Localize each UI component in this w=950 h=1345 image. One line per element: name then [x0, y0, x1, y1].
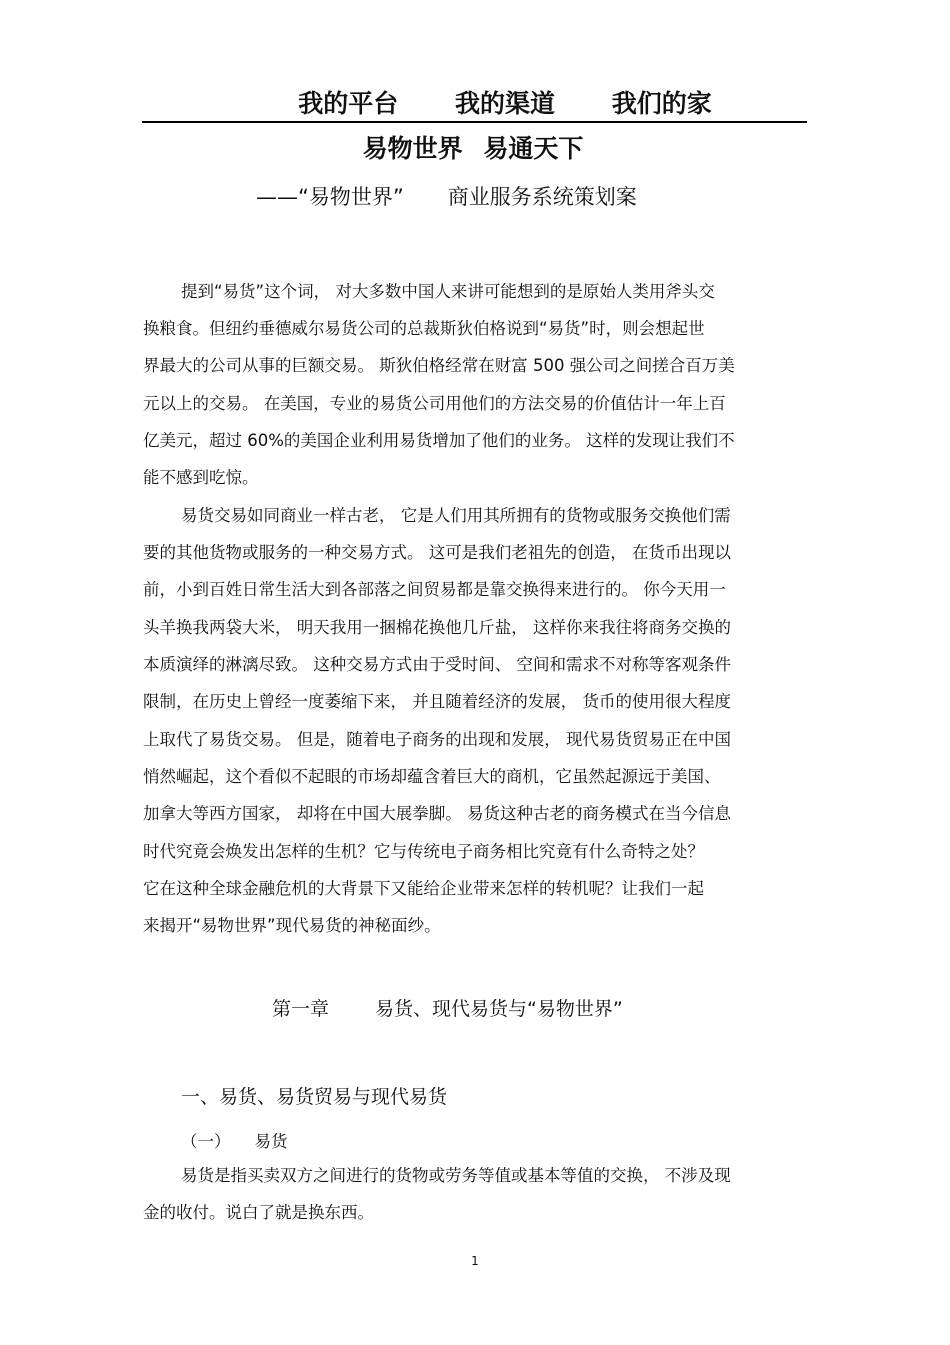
body-line: 加拿大等西方国家， 却将在中国大展拳脚。 易货这种古老的商务模式在当今信息 — [143, 804, 731, 823]
document-title — [0, 129, 946, 165]
subtitle-prefix: ——“易物世界” — [256, 185, 404, 209]
document-subtitle — [256, 181, 637, 211]
body-line: 易货交易如同商业一样古老， 它是人们用其所拥有的货物或服务交换他们需 — [181, 506, 731, 525]
body-line: 前，小到百姓日常生活大到各部落之间贸易都是靠交换得来进行的。 你今天用一 — [143, 580, 726, 599]
body-line: 悄然崛起，这个看似不起眼的市场却蕴含着巨大的商机，它虽然起源远于美国、 — [143, 767, 721, 786]
chapter-label: 第一章 — [272, 998, 330, 1020]
body-line: 提到“易货”这个词， 对大多数中国人来讲可能想到的是原始人类用斧头交 — [181, 282, 715, 301]
body-line: 它在这种全球金融危机的大背景下又能给企业带来怎样的转机呢？让我们一起 — [143, 879, 704, 898]
slogan-part-platform: 我的平台 — [298, 89, 399, 118]
body-line: 本质演绎的淋漓尽致。 这种交易方式由于受时间、 空间和需求不对称等客观条件 — [143, 655, 731, 674]
definition-line: 易货是指买卖双方之间进行的货物或劳务等值或基本等值的交换， 不涉及现 — [181, 1166, 731, 1185]
body-line: 元以上的交易。 在美国，专业的易货公司用他们的方法交易的价值估计一年上百 — [143, 394, 726, 413]
subsection-label: （一） — [181, 1132, 231, 1151]
title-part-2: 易通天下 — [483, 134, 584, 163]
body-line: 能不感到吃惊。 — [143, 468, 259, 487]
body-line: 上取代了易货交易。 但是，随着电子商务的出现和发展， 现代易货贸易正在中国 — [143, 730, 731, 749]
chapter-title: 易货、现代易货与“易物世界” — [375, 998, 623, 1020]
body-line: 时代究竟会焕发出怎样的生机？它与传统电子商务相比究竟有什么奇特之处？ — [143, 842, 704, 861]
body-line: 换粮食。但纽约垂德威尔易货公司的总裁斯狄伯格说到“易货”时，则会想起世 — [143, 319, 705, 338]
slogan-part-home: 我们的家 — [611, 89, 712, 118]
header-slogan — [0, 84, 950, 120]
header-divider — [142, 121, 807, 123]
body-line: 亿美元，超过 60%的美国企业利用易货增加了他们的业务。 这样的发现让我们不 — [143, 431, 735, 450]
body-line: 限制，在历史上曾经一度萎缩下来， 并且随着经济的发展， 货币的使用很大程度 — [143, 692, 731, 711]
body-line: 要的其他货物或服务的一种交易方式。 这可是我们老祖先的创造， 在货币出现以 — [143, 543, 731, 562]
subsection-title: 易货 — [254, 1132, 288, 1151]
body-line: 来揭开“易物世界”现代易货的神秘面纱。 — [143, 916, 441, 935]
subtitle-text: 商业服务系统策划案 — [447, 185, 637, 209]
title-part-1: 易物世界 — [362, 134, 463, 163]
subsection-heading — [181, 1128, 288, 1152]
definition-line: 金的收付。说白了就是换东西。 — [143, 1203, 374, 1222]
body-line: 头羊换我两袋大米， 明天我用一捆棉花换他几斤盐， 这样你来我往将商务交换的 — [143, 618, 731, 637]
slogan-part-channel: 我的渠道 — [454, 89, 555, 118]
section-heading: 一、易货、易货贸易与现代易货 — [181, 1086, 448, 1108]
page-number: 1 — [471, 1254, 479, 1268]
body-line: 界最大的公司从事的巨额交易。 斯狄伯格经常在财富 500 强公司之间搓合百万美 — [143, 356, 735, 375]
chapter-heading — [272, 994, 623, 1021]
